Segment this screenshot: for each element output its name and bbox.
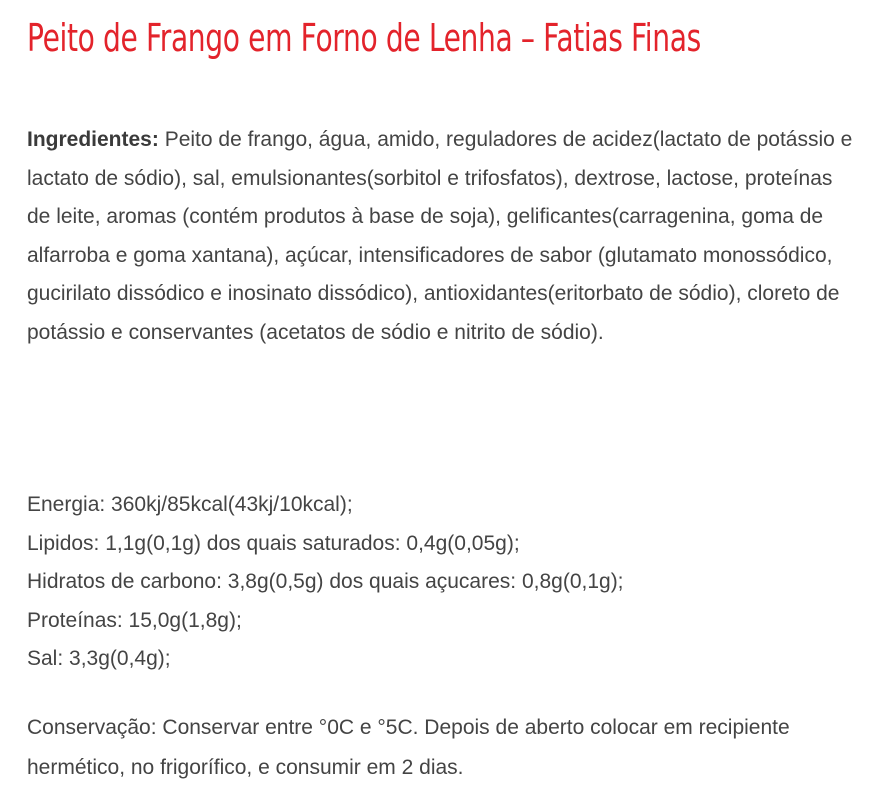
nutrition-carbohydrates: Hidratos de carbono: 3,8g(0,5g) dos quais açucares: 0,8g(0,1g); xyxy=(27,570,624,593)
conservation-paragraph: Conservação: Conservar entre °0C e °5C. Depois de aberto colocar em recipiente hermético, no frigorífico, e consumir em 2 dias. xyxy=(27,716,790,779)
product-title: Peito de Frango em Forno de Lenha – Fatias Finas xyxy=(27,16,701,60)
ingredients-label: Ingredientes: xyxy=(27,128,159,151)
ingredients-text: Peito de frango, água, amido, reguladores de acidez(lactato de potássio e lactato de sódio), sal, emulsionantes(sorbitol e trifosfatos), dextrose, lactose, proteínas de leite, aromas (contém produtos à base de soja), gelificantes(carragenina, goma de alfarroba e goma xantana), açúcar, intensificadores de sabor (glutamato monossódico, gucirilato dissódico e inosinato dissódico), antioxidantes(eritorbato de sódio), cloreto de potássio e conservantes (acetatos de sódio e nitrito de sódio). xyxy=(27,128,853,344)
nutrition-list xyxy=(27,486,624,679)
nutrition-lipids: Lipidos: 1,1g(0,1g) dos quais saturados: 0,4g(0,05g); xyxy=(27,531,520,555)
ingredients-paragraph xyxy=(27,121,857,352)
nutrition-salt: Sal: 3,3g(0,4g); xyxy=(27,647,171,670)
nutrition-proteins: Proteínas: 15,0g(1,8g); xyxy=(27,608,242,632)
nutrition-energy: Energia: 360kj/85kcal(43kj/10kcal); xyxy=(27,493,353,516)
